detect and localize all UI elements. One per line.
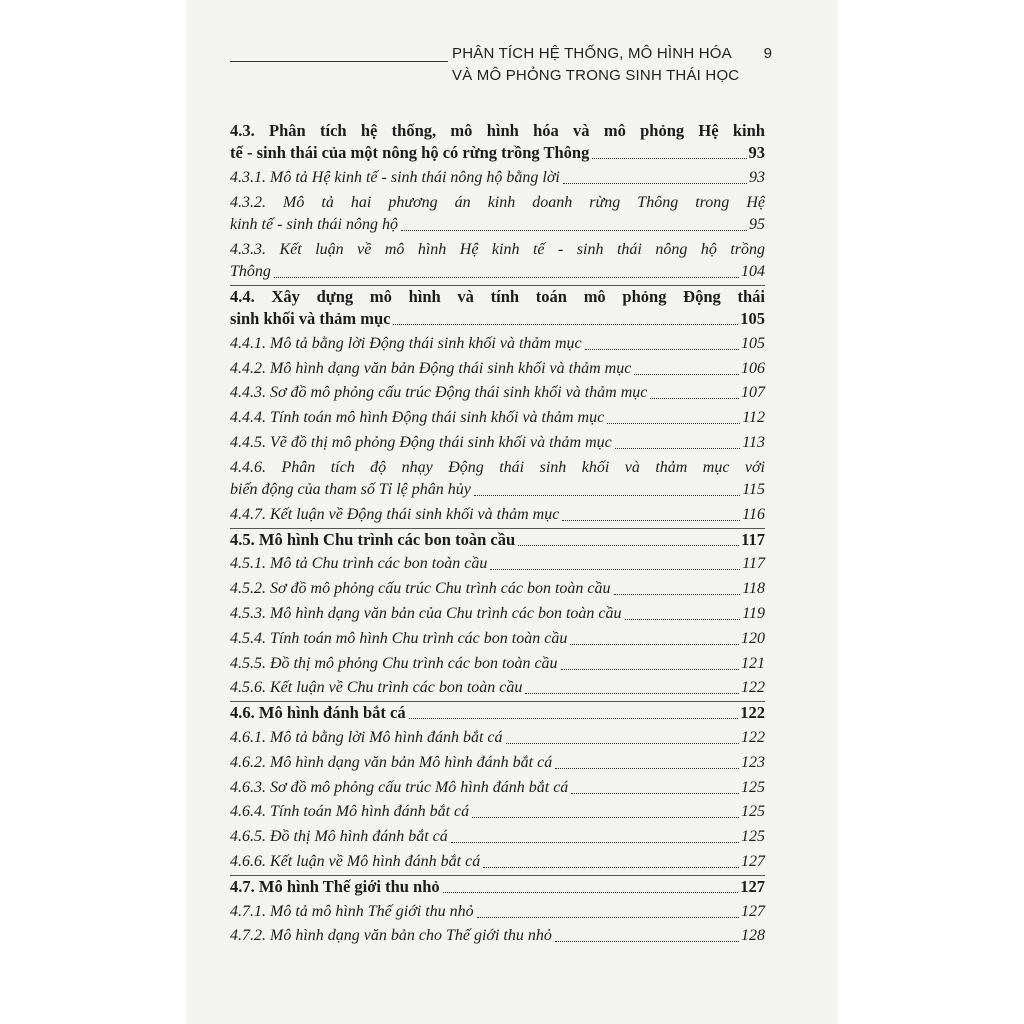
dot-leader	[490, 568, 740, 570]
toc-entry-line	[230, 851, 765, 873]
dot-leader	[614, 593, 741, 595]
toc-page-number: 95	[749, 215, 765, 233]
toc-page-number: 123	[741, 753, 765, 771]
toc-section-entry	[230, 286, 765, 330]
dot-leader	[615, 447, 740, 449]
toc-subsection-entry	[230, 826, 765, 848]
toc-subsection-entry	[230, 457, 765, 501]
toc-entry-line	[230, 333, 765, 355]
header-title-line2: VÀ MÔ PHỎNG TRONG SINH THÁI HỌC	[452, 67, 740, 84]
toc-entry-line	[230, 901, 765, 923]
toc-page-number: 105	[741, 334, 765, 352]
toc-subsection-entry	[230, 553, 765, 575]
dot-leader	[518, 544, 739, 546]
toc-entry-line	[230, 529, 765, 551]
toc-subsection-entry	[230, 777, 765, 799]
toc-entry-line	[230, 925, 765, 947]
dot-leader	[563, 182, 747, 184]
header-page-number: 9	[763, 45, 772, 62]
toc-entry-line	[230, 653, 765, 675]
toc-entry-title: 4.7.1. Mô tả mô hình Thế giới thu nhỏ	[230, 902, 474, 920]
toc-page-number: 127	[740, 876, 765, 896]
toc-entry-title: 4.4.4. Tính toán mô hình Động thái sinh khối và thảm mục	[230, 409, 605, 427]
toc-page-number: 113	[742, 434, 765, 451]
toc-subsection-entry	[230, 432, 765, 454]
toc-entry-title: 4.6. Mô hình đánh bắt cá	[230, 703, 406, 723]
toc-subsection-entry	[230, 851, 765, 873]
toc-section-entry	[230, 876, 765, 898]
toc-entry-title: 4.6.3. Sơ đồ mô phỏng cấu trúc Mô hình đánh bắt cá	[230, 778, 569, 796]
toc-section-entry	[230, 529, 765, 551]
toc-entry-line	[230, 801, 765, 823]
toc-subsection-entry	[230, 677, 765, 699]
toc-entry-title: biến động của tham số Tỉ lệ phân hủy	[230, 480, 471, 498]
dot-leader	[650, 397, 739, 399]
toc-entry-title: 4.4.5. Vẽ đồ thị mô phỏng Động thái sinh khối và thảm mục	[230, 434, 612, 451]
dot-leader	[634, 373, 739, 375]
toc-entry-title: 4.5.6. Kết luận về Chu trình các bon toàn cầu	[230, 679, 523, 697]
dot-leader	[474, 494, 740, 496]
toc-page-number: 117	[742, 555, 765, 573]
dot-leader	[555, 940, 739, 942]
toc-page-number: 93	[748, 143, 765, 162]
toc-entry-line	[230, 777, 765, 799]
toc-page-number: 106	[741, 359, 765, 377]
toc-entry-line	[230, 479, 765, 501]
dot-leader	[401, 229, 747, 231]
toc-entry-line	[230, 752, 765, 774]
toc-subsection-entry	[230, 752, 765, 774]
toc-page-number: 116	[742, 505, 765, 523]
toc-entry-line	[230, 407, 765, 429]
toc-page-number: 122	[741, 679, 765, 697]
header-rule	[230, 61, 448, 62]
toc-entry-line	[230, 286, 765, 308]
toc-subsection-entry	[230, 239, 765, 283]
toc-entry-title: 4.3.2. Mô tả hai phương án kinh doanh rừng Thông trong Hệ	[230, 193, 765, 211]
toc-entry-title: 4.6.6. Kết luận về Mô hình đánh bắt cá	[230, 853, 481, 870]
dot-leader	[585, 348, 739, 350]
toc-entry-title: 4.4.3. Sơ đồ mô phỏng cấu trúc Động thái sinh khối và thảm mục	[230, 384, 648, 402]
toc-subsection-entry	[230, 727, 765, 749]
toc-page-number: 121	[741, 654, 765, 672]
toc-entry-line	[230, 457, 765, 479]
toc-entry-title: 4.5.3. Mô hình dạng văn bản của Chu trình các bon toàn cầu	[230, 605, 622, 622]
toc-entry-title: 4.3.3. Kết luận về mô hình Hệ kinh tế - sinh thái nông hộ trồng	[230, 240, 765, 258]
dot-leader	[555, 767, 739, 769]
toc-entry-line	[230, 677, 765, 699]
toc-subsection-entry	[230, 901, 765, 923]
toc-page-number: 128	[741, 927, 765, 945]
toc-entry-title: 4.7.2. Mô hình dạng văn bản cho Thế giới thu nhỏ	[230, 927, 552, 945]
dot-leader	[443, 891, 739, 893]
toc-entry-line	[230, 826, 765, 848]
dot-leader	[506, 742, 739, 744]
dot-leader	[625, 618, 741, 620]
toc-entry-line	[230, 120, 765, 142]
toc-entry-title: 4.7. Mô hình Thế giới thu nhỏ	[230, 876, 440, 896]
toc-page-number: 122	[740, 703, 765, 723]
toc-page-number: 125	[741, 828, 765, 846]
toc-entry-line	[230, 603, 765, 625]
toc-subsection-entry	[230, 603, 765, 625]
toc-entry-line	[230, 192, 765, 214]
toc-entry-title: 4.6.1. Mô tả bằng lời Mô hình đánh bắt cá	[230, 729, 503, 746]
toc-subsection-entry	[230, 382, 765, 404]
toc-subsection-entry	[230, 333, 765, 355]
toc-subsection-entry	[230, 167, 765, 189]
toc-entry-line	[230, 239, 765, 261]
toc-entry-line	[230, 628, 765, 650]
toc-page-number: 127	[741, 853, 765, 870]
toc-entry-line	[230, 214, 765, 236]
toc-page-number: 119	[742, 605, 765, 622]
toc-entry-line	[230, 702, 765, 724]
toc-section-entry	[230, 702, 765, 724]
toc-entry-line	[230, 432, 765, 454]
dot-leader	[477, 916, 739, 918]
toc-entry-title: Thông	[230, 262, 271, 280]
toc-entry-title: 4.5. Mô hình Chu trình các bon toàn cầu	[230, 529, 516, 549]
toc-page-number: 107	[741, 384, 765, 402]
toc-page-number: 117	[741, 529, 765, 549]
toc-entry-line	[230, 382, 765, 404]
toc-entry-title: 4.3. Phân tích hệ thống, mô hình hóa và mô phỏng Hệ kinh	[230, 121, 765, 140]
toc-entry-line	[230, 308, 765, 330]
toc-page-number: 112	[742, 409, 765, 427]
toc-entry-title: kinh tế - sinh thái nông hộ	[230, 215, 398, 233]
header-title-line1: PHÂN TÍCH HỆ THỐNG, MÔ HÌNH HÓA	[452, 45, 732, 62]
toc-entry-title: 4.4.2. Mô hình dạng văn bản Động thái sinh khối và thảm mục	[230, 359, 632, 377]
dot-leader	[393, 323, 738, 325]
toc-subsection-entry	[230, 504, 765, 526]
toc-entry-line	[230, 553, 765, 575]
toc-entry-title: 4.6.5. Đồ thị Mô hình đánh bắt cá	[230, 828, 448, 846]
toc-subsection-entry	[230, 407, 765, 429]
toc-page-number: 115	[742, 480, 765, 498]
toc-subsection-entry	[230, 578, 765, 600]
toc-entry-title: 4.5.5. Đồ thị mô phỏng Chu trình các bon toàn cầu	[230, 654, 558, 672]
toc-page-number: 120	[741, 629, 765, 647]
toc-page-number: 118	[742, 580, 765, 598]
toc-subsection-entry	[230, 358, 765, 380]
toc-entry-line	[230, 578, 765, 600]
toc-entry-title: 4.6.2. Mô hình dạng văn bản Mô hình đánh bắt cá	[230, 753, 553, 771]
dot-leader	[409, 717, 739, 719]
toc-section-entry	[230, 120, 765, 164]
dot-leader	[562, 519, 740, 521]
toc-entry-line	[230, 504, 765, 526]
dot-leader	[483, 866, 739, 868]
running-header	[230, 40, 792, 100]
toc-entry-line	[230, 142, 765, 164]
toc-subsection-entry	[230, 192, 765, 236]
toc-entry-title: 4.5.1. Mô tả Chu trình các bon toàn cầu	[230, 555, 488, 573]
dot-leader	[607, 422, 740, 424]
toc-entry-title: 4.6.4. Tính toán Mô hình đánh bắt cá	[230, 803, 470, 821]
toc-page-number: 104	[741, 262, 765, 280]
dot-leader	[592, 157, 746, 159]
toc-subsection-entry	[230, 628, 765, 650]
toc-page-number: 93	[749, 169, 765, 186]
dot-leader	[561, 668, 739, 670]
toc-page-number: 122	[741, 729, 765, 746]
dot-leader	[525, 692, 739, 694]
toc-entry-line	[230, 358, 765, 380]
toc-entry-title: tế - sinh thái của một nông hộ có rừng trồng Thông	[230, 143, 590, 162]
toc-entry-title: 4.4.7. Kết luận về Động thái sinh khối và thảm mục	[230, 505, 560, 523]
dot-leader	[274, 276, 739, 278]
toc-subsection-entry	[230, 653, 765, 675]
toc-entry-title: 4.4.1. Mô tả bằng lời Động thái sinh khối và thảm mục	[230, 334, 582, 352]
toc-entry-title: sinh khối và thảm mục	[230, 308, 391, 328]
toc-entry-title: 4.5.2. Sơ đồ mô phỏng cấu trúc Chu trình các bon toàn cầu	[230, 580, 611, 598]
toc-page-number: 105	[740, 308, 765, 328]
toc-entry-title: 4.4. Xây dựng mô hình và tính toán mô phỏng Động thái	[230, 286, 765, 306]
toc-entry-title: 4.5.4. Tính toán mô hình Chu trình các bon toàn cầu	[230, 629, 568, 647]
dot-leader	[571, 792, 739, 794]
toc-entry-title: 4.4.6. Phân tích độ nhạy Động thái sinh khối và thảm mục với	[230, 458, 765, 476]
toc-page-number: 125	[741, 778, 765, 796]
toc-entry-line	[230, 167, 765, 189]
dot-leader	[451, 841, 739, 843]
toc-page-number: 127	[741, 902, 765, 920]
toc-entry-line	[230, 261, 765, 283]
toc-entry-title: 4.3.1. Mô tả Hệ kinh tế - sinh thái nông hộ bằng lời	[230, 169, 560, 186]
toc-subsection-entry	[230, 801, 765, 823]
dot-leader	[472, 816, 739, 818]
dot-leader	[570, 643, 739, 645]
toc-entry-line	[230, 727, 765, 749]
toc-entry-line	[230, 876, 765, 898]
toc-page-number: 125	[741, 803, 765, 821]
toc-subsection-entry	[230, 925, 765, 947]
